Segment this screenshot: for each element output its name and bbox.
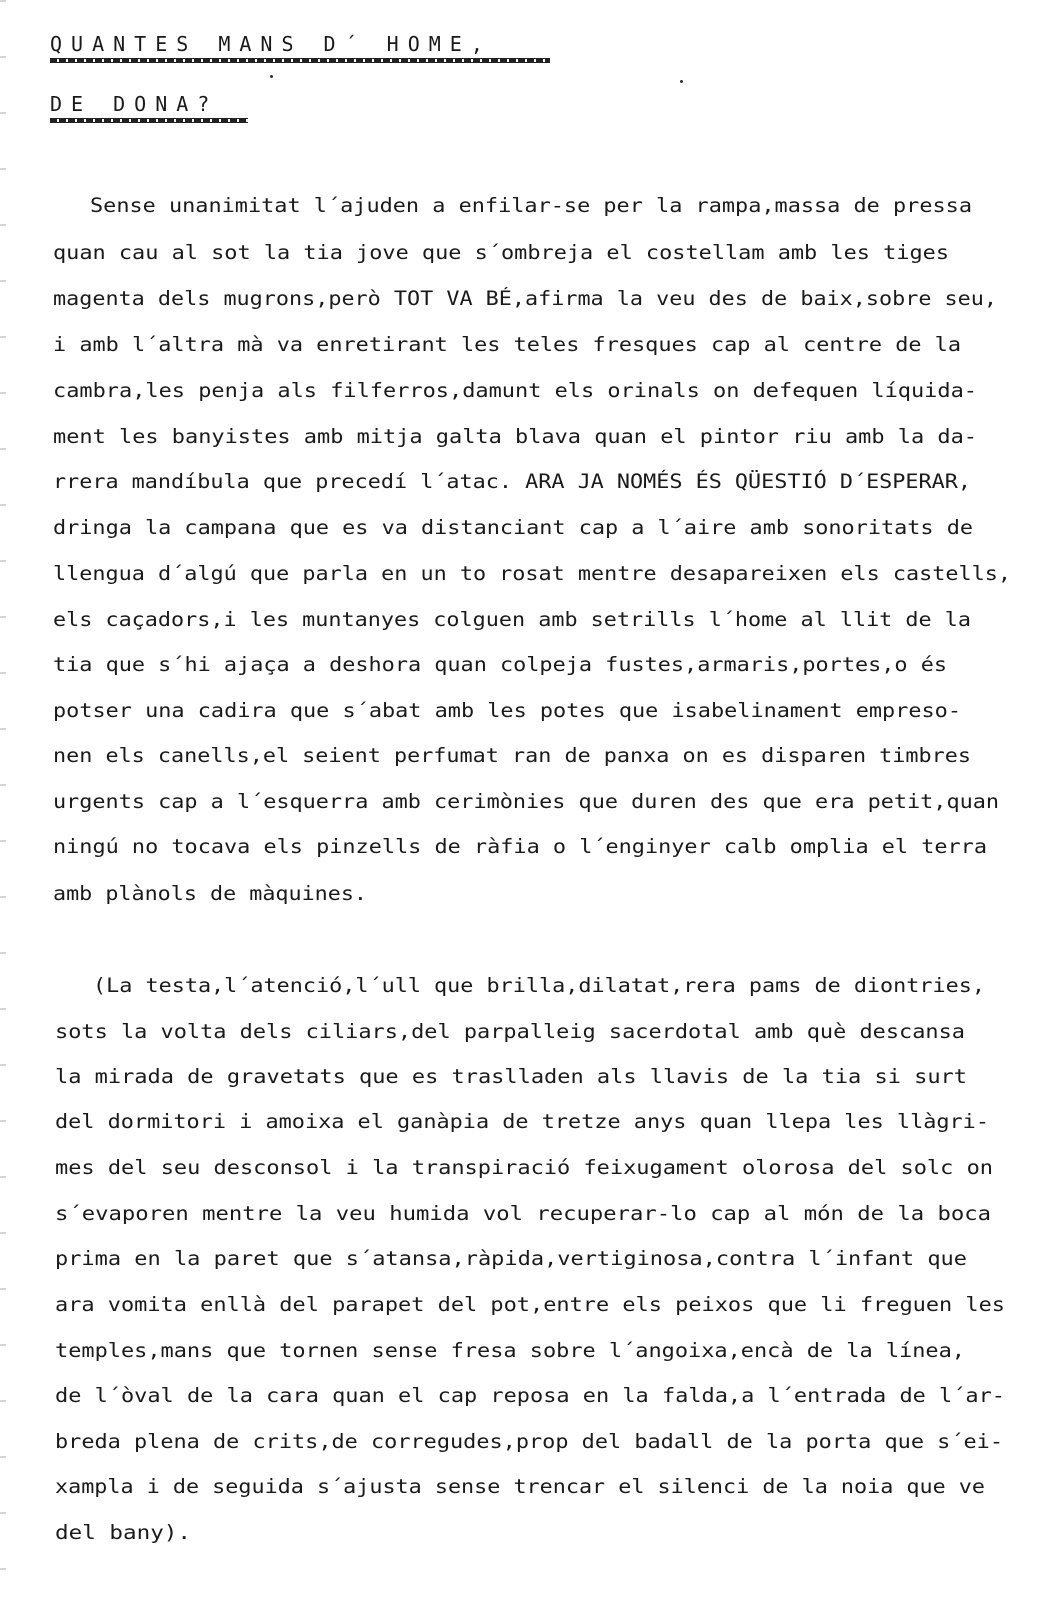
body-line: urgents cap a l´esquerra amb cerimònies que duren des que era petit,quan xyxy=(53,790,999,813)
body-line: rrera mandíbula que precedí l´atac. ARA JA NOMÉS ÉS QÜESTIÓ D´ESPERAR, xyxy=(53,470,971,493)
body-line: dringa la campana que es va distanciant cap a l´aire amb sonoritats de xyxy=(53,516,973,539)
body-line: llengua d´algú que parla en un to rosat mentre desapareixen els castells, xyxy=(53,562,1011,585)
title-line-1-double-underline xyxy=(50,58,550,63)
body-line: xampla i de seguida s´ajusta sense trencar el silenci de la noia que ve xyxy=(55,1475,985,1498)
body-line: tia que s´hi ajaça a deshora quan colpeja fustes,armaris,portes,o és xyxy=(53,653,947,676)
title-line-2: DE DONA? xyxy=(50,92,219,116)
body-line: breda plena de crits,de corregudes,prop del badall de la porta que s´ei- xyxy=(55,1430,1003,1453)
body-line: temples,mans que tornen sense fresa sobre l´angoixa,encà de la línea, xyxy=(55,1339,965,1362)
title-line-2-double-underline xyxy=(50,118,248,123)
body-line: mes del seu desconsol i la transpiració feixugament olorosa del solc on xyxy=(55,1156,993,1179)
title-line-1: QUANTES MANS D´ HOME, xyxy=(50,32,492,56)
body-line: de l´òval de la cara quan el cap reposa en la falda,a l´entrada de l´ar- xyxy=(55,1384,1005,1407)
body-line: la mirada de gravetats que es traslladen als llavis de la tia si surt xyxy=(55,1065,968,1088)
body-line: s´evaporen mentre la veu humida vol recuperar-lo cap al món de la boca xyxy=(55,1202,991,1225)
body-line: els caçadors,i les muntanyes colguen amb setrills l´home al llit de la xyxy=(53,608,971,631)
body-line: nen els canells,el seient perfumat ran de panxa on es disparen timbres xyxy=(53,744,971,767)
ink-speck xyxy=(270,75,273,78)
body-line: cambra,les penja als filferros,damunt els orinals on defequen líquida- xyxy=(53,379,978,402)
body-line: Sense unanimitat l´ajuden a enfilar-se per la rampa,massa de pressa xyxy=(90,194,972,217)
body-line: i amb l´altra mà va enretirant les teles fresques cap al centre de la xyxy=(53,333,961,356)
body-line: prima en la paret que s´atansa,ràpida,vertiginosa,contra l´infant que xyxy=(55,1247,968,1270)
body-line: amb plànols de màquines. xyxy=(53,882,367,905)
body-line: quan cau al sot la tia jove que s´ombreja el costellam amb les tiges xyxy=(53,241,950,264)
body-line: ment les banyistes amb mitja galta blava quan el pintor riu amb la da- xyxy=(53,425,978,448)
body-line: ningú no tocava els pinzells de ràfia o l´enginyer calb omplia el terra xyxy=(53,835,987,858)
body-line: del dormitori i amoixa el ganàpia de tretze anys quan llepa les llàgri- xyxy=(55,1110,989,1133)
ink-speck xyxy=(680,80,683,83)
body-line: magenta dels mugrons,però TOT VA BÉ,afirma la veu des de baix,sobre seu, xyxy=(53,287,997,310)
body-line: sots la volta dels ciliars,del parpalleig sacerdotal amb què descansa xyxy=(55,1020,965,1043)
body-line: (La testa,l´atenció,l´ull que brilla,dilatat,rera pams de diontries, xyxy=(93,974,985,997)
body-line: ara vomita enllà del parapet del pot,entre els peixos que li freguen les xyxy=(55,1293,1005,1316)
body-line: del bany). xyxy=(55,1521,191,1544)
body-line: potser una cadira que s´abat amb les potes que isabelinament empreso- xyxy=(53,699,961,722)
